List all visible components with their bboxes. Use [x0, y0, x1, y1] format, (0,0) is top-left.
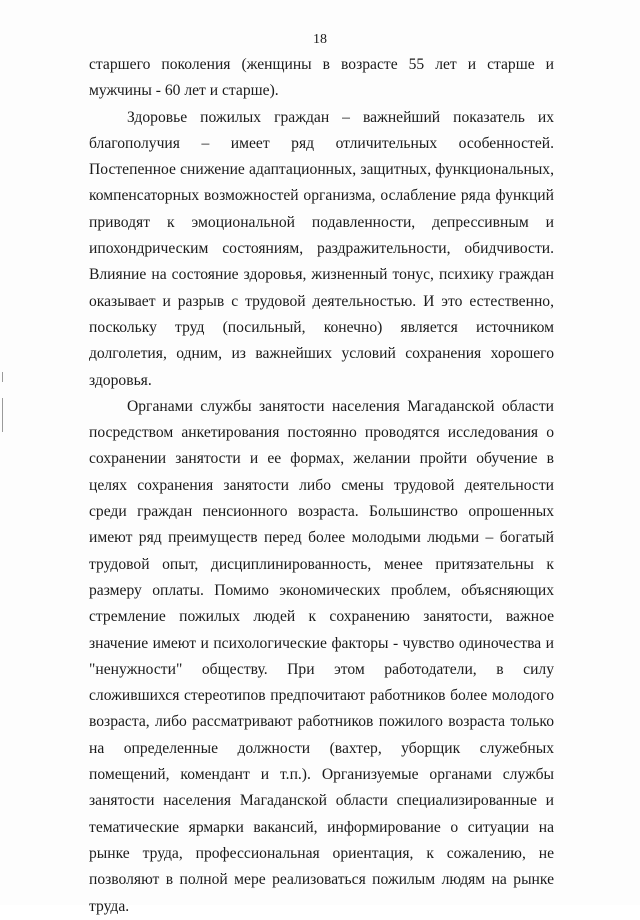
scan-edge-mark	[2, 398, 3, 432]
scan-edge-mark	[2, 372, 3, 382]
paragraph-health: Здоровье пожилых граждан – важнейший показатель их благополучия – имеет ряд отличительных особенностей. Постепенное снижение адаптационных, защитных, функциональных, компенсаторных возможностей организма, ослабление ряда функций приводят к эмоциональной подавленности, депрессивным и ипохондрическим состояниям, раздражительности, обидчивости. Влияние на состояние здоровья, жизненный тонус, психику граждан оказывает и разрыв с трудовой деятельностью. И это естественно, поскольку труд (посильный, конечно) является источником долголетия, одним, из важнейших условий сохранения хорошего здоровья.	[89, 108, 554, 389]
paragraph-continuation: старшего поколения (женщины в возрасте 55 лет и старше и мужчины - 60 лет и старше).	[89, 56, 554, 100]
page-number: 18	[313, 32, 327, 47]
paragraph-employment-service: Органами службы занятости населения Магаданской области посредством анкетирования постоянно проводятся исследования о сохранении занятости и ее формах, желании пройти обучение в целях сохранения занятости либо смены трудовой деятельности среди граждан пенсионного возраста. Большинство опрошенных имеют ряд преимуществ перед более молодыми людьми – богатый трудовой опыт, дисциплинированность, менее притязательны к размеру оплаты. Помимо экономических проблем, объясняющих стремление пожилых людей к сохранению занятости, важное значение имеют и психологические факторы - чувство одиночества и "ненужности" обществу. При этом работодатели, в силу сложившихся стереотипов предпочитают работников более молодого возраста, либо рассматривают работников пожилого возраста только на определенные должности (вахтер, уборщик служебных помещений, комендант и т.п.). Организуемые органами службы занятости населения Магаданской области специализированные и тематические ярмарки вакансий, информирование о ситуации на рынке труда, профессиональная ориентация, к сожалению, не позволяют в полной мере реализоваться пожилым людям на рынке труда.	[89, 397, 554, 915]
document-body	[89, 52, 554, 920]
